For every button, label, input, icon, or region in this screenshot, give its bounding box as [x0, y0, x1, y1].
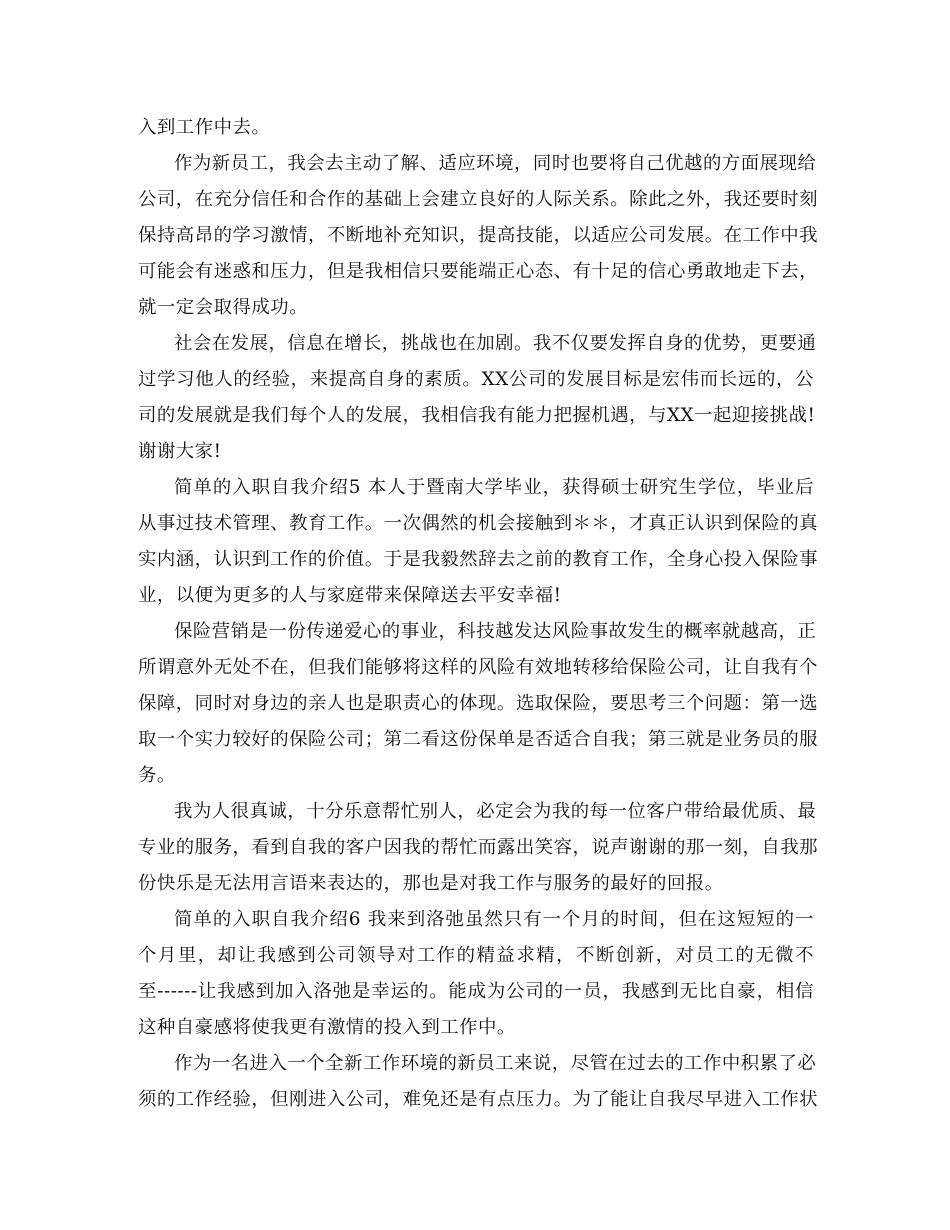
text-line: 至------让我感到加入洛弛是幸运的。能成为公司的一员，我感到无比自豪，相信 [138, 981, 814, 1002]
text-line: 取一个实力较好的保险公司；第二看这份保单是否适合自我；第三就是业务员的服 [138, 729, 819, 750]
text-line: 公司，在充分信任和合作的基础上会建立良好的人际关系。除此之外，我还要时刻 [138, 189, 819, 210]
paragraph-first-line: 我为人很真诚，十分乐意帮忙别人，必定会为我的每一位客户带给最优质、最 [174, 801, 817, 822]
paragraph-first-line: 作为新员工，我会去主动了解、适应环境，同时也要将自己优越的方面展现给 [174, 153, 817, 174]
text-line: 就一定会取得成功。 [138, 297, 309, 318]
text-line: 保持高昂的学习激情，不断地补充知识，提高技能，以适应公司发展。在工作中我 [138, 225, 819, 246]
text-line: 过学习他人的经验，来提高自身的素质。XX公司的发展目标是宏伟而长远的，公 [138, 369, 814, 390]
text-line: 所谓意外无处不在，但我们能够将这样的风险有效地转移给保险公司，让自我有个 [138, 657, 819, 678]
paragraph-first-line: 作为一名进入一个全新工作环境的新员工来说，尽管在过去的工作中积累了必 [174, 1053, 817, 1074]
text-line: 谢谢大家! [138, 441, 222, 462]
text-line: 从事过技术管理、教育工作。一次偶然的机会接触到＊＊，才真正认识到保险的真 [138, 513, 819, 534]
text-line: 须的工作经验，但刚进入公司，难免还是有点压力。为了能让自我尽早进入工作状 [138, 1089, 819, 1110]
text-line: 实内涵，认识到工作的价值。于是我毅然辞去之前的教育工作，全身心投入保险事 [138, 549, 819, 570]
text-line: 保障，同时对身边的亲人也是职责心的体现。选取保险，要思考三个问题：第一选 [138, 693, 819, 714]
text-line: 个月里，却让我感到公司领导对工作的精益求精，不断创新，对员工的无微不 [138, 945, 814, 966]
text-line: 业，以便为更多的人与家庭带来保障送去平安幸福! [138, 585, 562, 606]
text-line: 可能会有迷惑和压力，但是我相信只要能端正心态、有十足的信心勇敢地走下去， [138, 261, 819, 282]
section-heading-line: 简单的入职自我介绍6 我来到洛弛虽然只有一个月的时间，但在这短短的一 [174, 909, 814, 930]
section-heading-line: 简单的入职自我介绍5 本人于暨南大学毕业，获得硕士研究生学位，毕业后 [174, 477, 814, 498]
text-line: 司的发展就是我们每个人的发展，我相信我有能力把握机遇，与XX一起迎接挑战! [138, 405, 816, 426]
text-line: 这种自豪感将使我更有激情的投入到工作中。 [138, 1017, 516, 1038]
text-line: 务。 [138, 765, 176, 786]
text-line: 份快乐是无法用言语来表达的，那也是对我工作与服务的最好的回报。 [138, 873, 724, 894]
text-line: 专业的服务，看到自我的客户因我的帮忙而露出笑容，说声谢谢的那一刻，自我那 [138, 837, 819, 858]
paragraph-first-line: 保险营销是一份传递爱心的事业，科技越发达风险事故发生的概率就越高，正 [174, 621, 817, 642]
text-line: 入到工作中去。 [138, 117, 271, 138]
paragraph-first-line: 社会在发展，信息在增长，挑战也在加剧。我不仅要发挥自身的优势，更要通 [174, 333, 817, 354]
